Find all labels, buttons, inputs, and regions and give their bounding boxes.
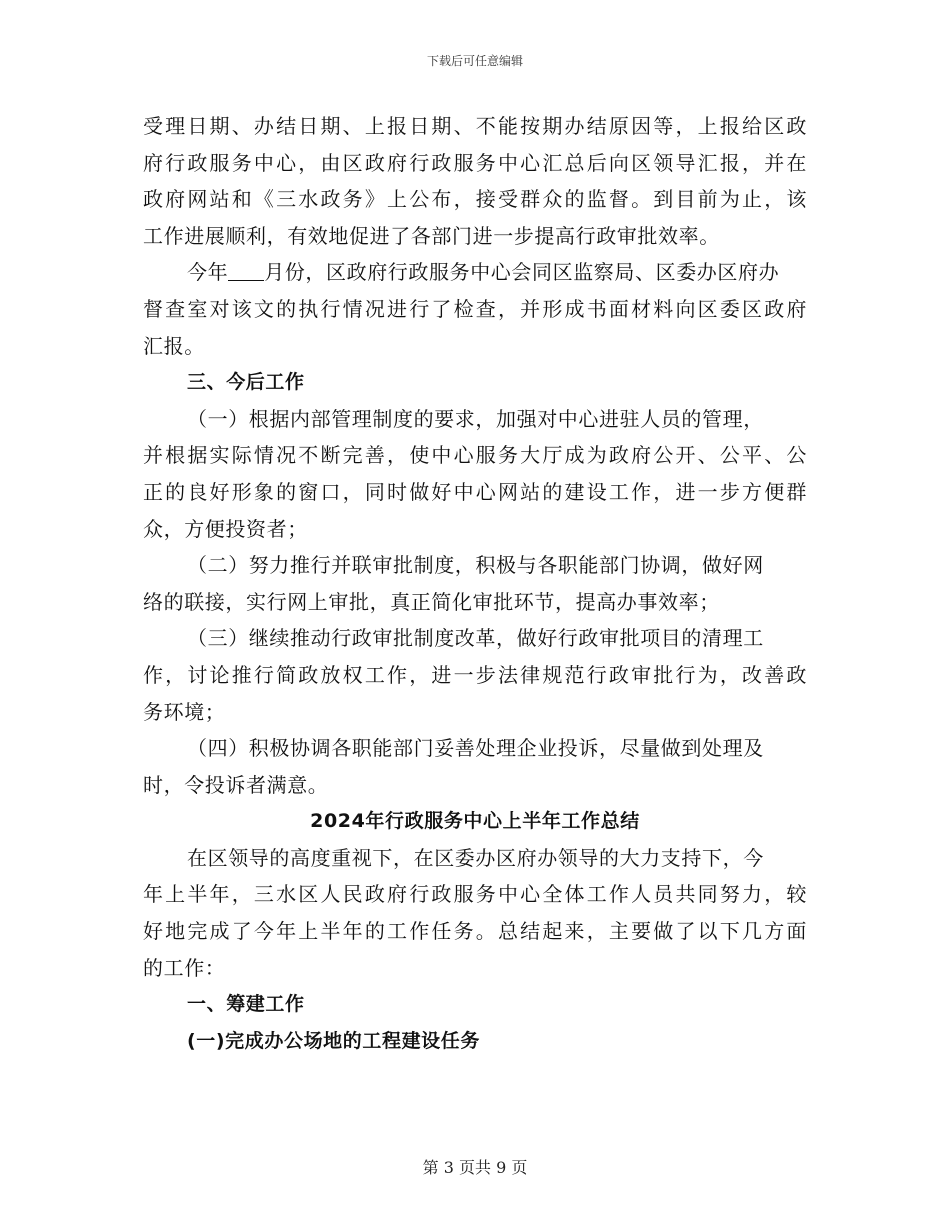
- section-heading: 一、筹建工作: [187, 993, 305, 1016]
- subsection-heading: (一)完成办公场地的工程建设任务: [187, 1029, 480, 1052]
- body-line: 并根据实际情况不断完善，使中心服务大厅成为政府公开、公平、公: [143, 443, 807, 468]
- body-line: 作，讨论推行简政放权工作，进一步法律规范行政审批行为，改善政: [143, 662, 807, 687]
- section-heading: 三、今后工作: [187, 371, 305, 394]
- body-line: 工作进展顺利，有效地促进了各部门进一步提高行政审批效率。: [143, 223, 720, 248]
- document-title: 2024年行政服务中心上半年工作总结: [310, 810, 640, 833]
- body-line: （三）继续推动行政审批制度改革，做好行政审批项目的清理工: [187, 626, 764, 651]
- body-line: 在区领导的高度重视下，在区委办区府办领导的大力支持下，今: [187, 845, 764, 870]
- text-segment: 今年: [187, 260, 229, 285]
- body-line: 好地完成了今年上半年的工作任务。总结起来，主要做了以下几方面: [143, 919, 807, 944]
- body-line: （一）根据内部管理制度的要求，加强对中心进驻人员的管理，: [187, 406, 764, 431]
- text-segment: 月份，区政府行政服务中心会同区监察局、区委办区府办: [264, 260, 780, 285]
- body-line: 务环境；: [143, 699, 226, 724]
- body-line: [143, 254, 807, 291]
- body-line: 府行政服务中心，由区政府行政服务中心汇总后向区领导汇报，并在: [143, 150, 807, 175]
- body-line: 正的良好形象的窗口，同时做好中心网站的建设工作，进一步方便群: [143, 479, 807, 504]
- body-line: 政府网站和《三水政务》上公布，接受群众的监督。到目前为止，该: [143, 187, 807, 212]
- body-line: 受理日期、办结日期、上报日期、不能按期办结原因等，上报给区政: [143, 114, 807, 138]
- body-line: 众，方便投资者；: [143, 516, 308, 541]
- body-line: 的工作：: [143, 955, 226, 980]
- body-line: （四）积极协调各职能部门妥善处理企业投诉，尽量做到处理及: [187, 736, 764, 761]
- body-line: 时，令投诉者满意。: [143, 772, 329, 797]
- body-line: （二）努力推行并联审批制度，积极与各职能部门协调，做好网: [187, 553, 764, 578]
- fill-in-blank: [228, 262, 264, 281]
- header-note: 下载后可任意编辑: [426, 54, 523, 68]
- body-line: 络的联接，实行网上审批，真正简化审批环节，提高办事效率；: [143, 589, 720, 614]
- document-body: [143, 108, 807, 1059]
- body-line: 督查室对该文的执行情况进行了检查，并形成书面材料向区委区政府: [143, 296, 807, 321]
- page-number: 第 3 页共 9 页: [422, 1158, 528, 1177]
- body-line: 汇报。: [143, 333, 205, 358]
- body-line: 年上半年，三水区人民政府行政服务中心全体工作人员共同努力，较: [143, 882, 807, 907]
